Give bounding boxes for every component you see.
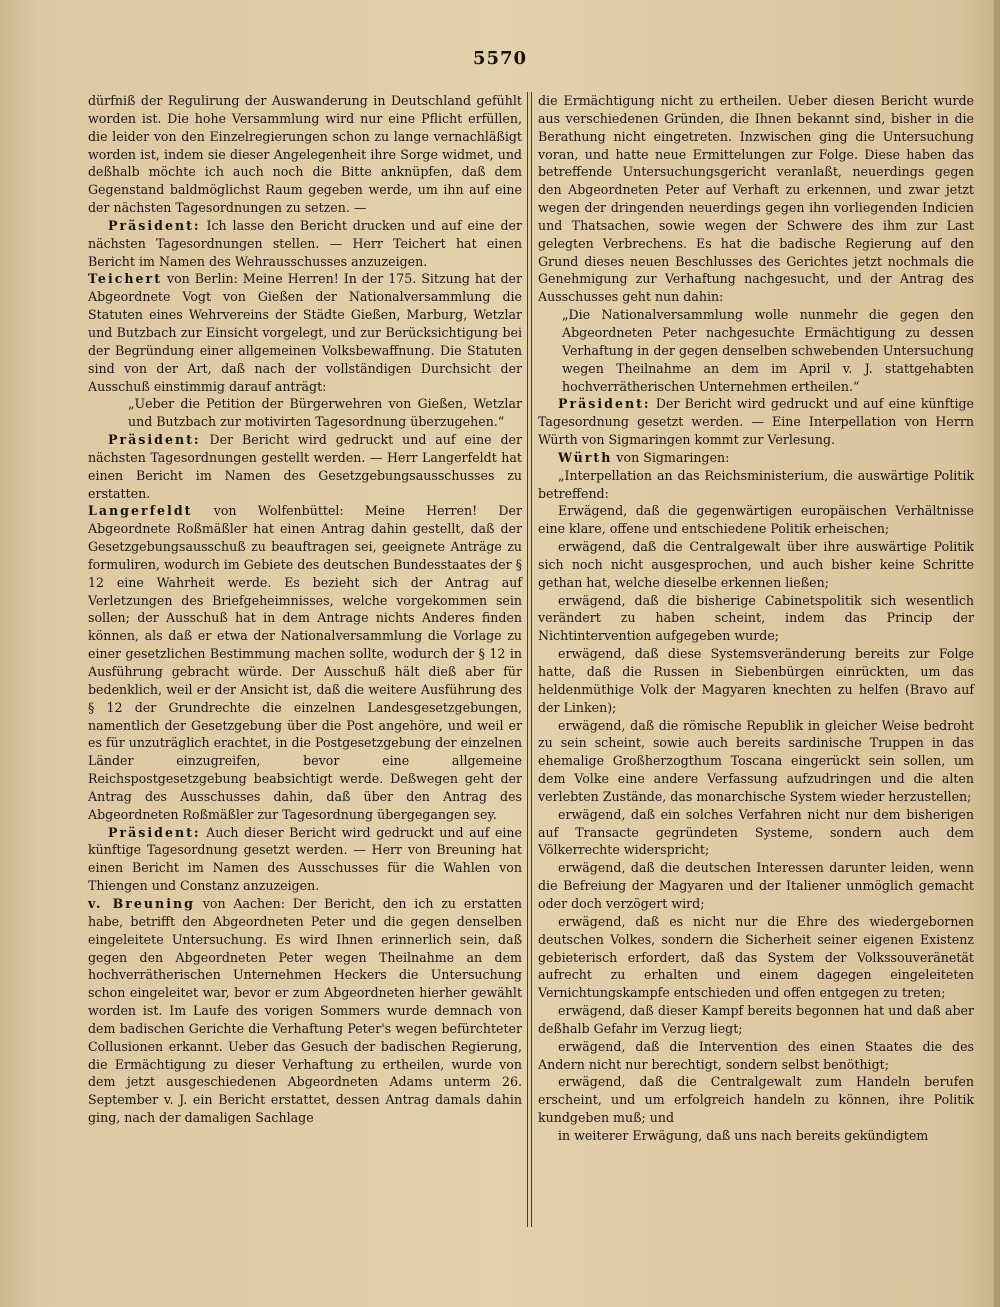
paragraph: [538, 395, 974, 449]
paragraph: [88, 92, 522, 217]
paragraph-text: erwägend, daß die römische Republik in gleicher Weise bedroht zu sein scheint, sowie auch bereits sardinische Truppen in das ehemalige Großherzogthum Toscana eingerückt sein sollen, um dem Volke eine andere Verfassung aufzudringen und die alten verlebten Zustände, das monarchische System wieder herzustellen;: [538, 717, 974, 804]
paragraph: [538, 645, 974, 716]
speaker-name: Präsident:: [108, 432, 201, 448]
paragraph-text: von Sigmaringen:: [612, 449, 730, 465]
paragraph: [538, 1038, 974, 1074]
paragraph-text: Der Bericht wird gedruckt und auf eine der nächsten Tagesordnungen gestellt werden. — Herr Langerfeldt hat einen Bericht im Namen des Gesetzgebungsausschusses zu erstatten.: [88, 432, 522, 501]
paragraph-text: Erwägend, daß die gegenwärtigen europäischen Verhältnisse eine klare, offene und entschiedene Politik erheischen;: [538, 503, 974, 537]
speaker-name: Teichert: [88, 271, 163, 287]
paragraph-text: erwägend, daß die bisherige Cabinetspolitik sich wesentlich verändert zu haben scheint, indem das Princip der Nichtintervention aufgegeben wurde;: [538, 592, 974, 644]
paragraph: [538, 92, 974, 306]
paragraph: [88, 431, 522, 502]
scan-edge: [994, 0, 1000, 1307]
paragraph-text: Der Bericht wird gedruckt und auf eine künftige Tagesordnung gesetzt werden. — Eine Interpellation von Herrn Würth von Sigmaringen kommt zur Verlesung.: [538, 396, 974, 448]
right-column: [538, 92, 974, 1145]
paragraph: [88, 824, 522, 895]
paragraph-text: „Ueber die Petition der Bürgerwehren von Gießen, Wetzlar und Butzbach zur motivirten Tagesordnung überzugehen.“: [128, 396, 522, 430]
paragraph: [538, 1002, 974, 1038]
paragraph-text: erwägend, daß es nicht nur die Ehre des wiedergebornen deutschen Volkes, sondern die Sicherheit seiner eigenen Existenz gebieterisch erfordert, daß das System der Volkssouveränetät aufrecht zu erhalten und einem dagegen eingeleiteten Vernichtungskampfe entschieden und offen entgegen zu treten;: [538, 913, 974, 1001]
paragraph-text: von Wolfenbüttel: Meine Herren! Der Abgeordnete Roßmäßler hat einen Antrag dahin gestellt, daß der Gesetzgebungsausschuß zu beauftragen sei, geeignete Anträge zu formuliren, wodurch im Gebiete des deutschen Bundesstaates der § 12 eine Wahrheit werde. Es bezieht sich der Antrag auf Verletzungen des Briefgeheimnisses, welche vorgekommen sein sollen; der Ausschuß hat in dem Antrage nichts Anderes finden können, als daß er etwa der Nationalversammlung die Vorlage zu einer gesetzlichen Bestimmung machen sollte, wodurch der § 12 in Ausführung gebracht würde. Der Ausschuß hält dieß aber für bedenklich, weil er der Ansicht ist, daß die weitere Ausführung des § 12 der Grundrechte die einzelnen Landesgesetzgebungen, namentlich der Gesetzgebung über die Post angehöre, und weil er es für unzuträglich erachtet, in die Postgesetzgebung der einzelnen Länder einzugreifen, bevor eine allgemeine Reichspostgesetzgebung beabsichtigt werde. Deßwegen geht der Antrag des Ausschusses dahin, daß über den Antrag des Abgeordneten Roßmäßler zur Tagesordnung übergegangen sey.: [88, 503, 522, 822]
paragraph-text: dürfniß der Regulirung der Auswanderung in Deutschland gefühlt worden ist. Die hohe Versammlung wird nur eine Pflicht erfüllen, die leider von den Einzelregierungen schon zu lange vernachläßigt worden ist, indem sie dieser Angelegenheit ihre Sorge widmet, und deßhalb möchte ich auch noch die Bitte anknüpfen, daß dem Gegenstand baldmöglichst Raum gegeben werde, um ihn auf eine der nächsten Tagesordnungen zu setzen. —: [88, 93, 522, 216]
speaker-name: v. Breuning: [88, 895, 195, 911]
paragraph: [538, 592, 974, 646]
paragraph: [538, 717, 974, 806]
speaker-name: Präsident:: [108, 824, 201, 840]
paragraph: [88, 270, 522, 395]
paragraph: [88, 502, 522, 823]
paragraph-text: erwägend, daß dieser Kampf bereits begonnen hat und daß aber deßhalb Gefahr im Verzug liegt;: [538, 1003, 974, 1036]
paragraph-text: Ich lasse den Bericht drucken und auf eine der nächsten Tagesordnungen stellen. — Herr Teichert hat einen Bericht im Namen des Wehrausschusses anzuzeigen.: [88, 217, 522, 269]
paragraph-text: die Ermächtigung nicht zu ertheilen. Ueber diesen Bericht wurde aus verschiedenen Gründen, die Ihnen bekannt sind, bisher in die Berathung nicht eingetreten. Inzwischen ging die Untersuchung voran, und hatte neue Ermittelungen zur Folge. Diese haben das betreffende Untersuchungsgericht veranlaßt, neuerdings gegen den Abgeordneten Peter auf Verhaft zu erkennen, und zwar jetzt wegen der dringenden neuerdings gegen ihn vorliegenden Indicien und Thatsachen, sowie wegen der Schwere des ihm zur Last gelegten Verbrechens. Es hat die badische Regierung auf den Grund dieses neuen Beschlusses des Gerichtes jetzt nochmals die Genehmigung zur Verhaftung nachgesucht, und der Antrag des Ausschusses geht nun dahin:: [538, 93, 974, 305]
paragraph-text: „Die Nationalversammlung wolle nunmehr die gegen den Abgeordneten Peter nachgesuchte Ermächtigung zu dessen Verhaftung in der gegen denselben schwebenden Untersuchung wegen Theilnahme an dem im April v. J. stattgehabten hochverrätherischen Unternehmen ertheilen.“: [562, 307, 974, 394]
paragraph: [538, 467, 974, 503]
paragraph-text: erwägend, daß ein solches Verfahren nicht nur dem bisherigen auf Transacte gegründeten Systeme, sondern auch dem Völkerrechte widerspricht;: [538, 806, 974, 858]
paragraph: [538, 538, 974, 592]
speaker-name: Präsident:: [558, 396, 651, 412]
speaker-name: Würth: [558, 449, 613, 465]
paragraph: [538, 1127, 974, 1145]
column-divider: [527, 92, 532, 1227]
paragraph-text: „Interpellation an das Reichsministerium, die auswärtige Politik betreffend:: [538, 467, 974, 501]
speaker-name: Langerfeldt: [88, 503, 193, 519]
paragraph-text: von Berlin: Meine Herren! In der 175. Sitzung hat der Abgeordnete Vogt von Gießen der Nationalversammlung die Statuten eines Wehrvereins der Städte Gießen, Marburg, Wetzlar und Butzbach zur Einsicht vorgelegt, und zur Berücksichtigung bei der Begründung einer allgemeinen Volksbewaffnung. Die Statuten sind von der Art, daß nach der vollständigen Durchsicht der Ausschuß einstimmig darauf anträgt:: [88, 271, 522, 394]
paragraph-text: erwägend, daß die Centralgewalt über ihre auswärtige Politik sich noch nicht ausgesprochen, und auch bisher keine Schritte gethan hat, welche dieselbe erkennen ließen;: [538, 539, 974, 590]
paragraph: [88, 217, 522, 271]
paragraph-text: erwägend, daß die Centralgewalt zum Handeln berufen erscheint, und um erfolgreich handeln zu können, ihre Politik kundgeben muß; und: [538, 1074, 974, 1126]
paragraph: [88, 895, 522, 1127]
paragraph-text: Auch dieser Bericht wird gedruckt und auf eine künftige Tagesordnung gesetzt werden. — Herr von Breuning hat einen Bericht im Namen des Ausschusses für die Wahlen von Thiengen und Constanz anzuzeigen.: [88, 824, 522, 894]
paragraph: [538, 502, 974, 538]
paragraph: [538, 859, 974, 913]
paragraph: [538, 306, 974, 395]
paragraph: [538, 913, 974, 1002]
page-number: 5570: [472, 48, 528, 69]
left-column: [88, 92, 522, 1127]
paragraph-text: in weiterer Erwägung, daß uns nach bereits gekündigtem: [558, 1127, 929, 1143]
paragraph: [538, 449, 974, 467]
paragraph-text: von Aachen: Der Bericht, den ich zu erstatten habe, betrifft den Abgeordneten Peter und die gegen denselben eingeleitete Untersuchung. Es wird Ihnen erinnerlich sein, daß gegen den Abgeordneten Peter wegen Theilnahme an dem hochverrätherischen Unternehmen Heckers die Untersuchung schon eingeleitet war, bevor er zum Abgeordneten hierher gewählt worden ist. Im Laufe des vorigen Sommers wurde demnach von dem badischen Gerichte die Verhaftung Peter's wegen befürchteter Collusionen erkannt. Ueber das Gesuch der badischen Regierung, die Ermächtigung zu dieser Verhaftung zu ertheilen, wurde von dem jetzt ausgeschiedenen Abgeordneten Adams unterm 26. September v. J. ein Bericht erstattet, dessen Antrag damals dahin ging, nach der damaligen Sachlage: [88, 895, 523, 1126]
paragraph-text: erwägend, daß diese Systemsveränderung bereits zur Folge hatte, daß die Russen in Siebenbürgen einrückten, um das heldenmüthige Volk der Magyaren knechten zu helfen (Bravo auf der Linken);: [538, 646, 974, 715]
paragraph-text: erwägend, daß die Intervention des einen Staates die des Andern nicht nur berechtigt, sondern selbst benöthigt;: [538, 1038, 974, 1072]
speaker-name: Präsident:: [108, 217, 201, 233]
paragraph: [538, 806, 974, 860]
paragraph: [88, 395, 522, 431]
paragraph-text: erwägend, daß die deutschen Interessen darunter leiden, wenn die Befreiung der Magyaren und der Italiener unmöglich gemacht oder doch verzögert wird;: [538, 860, 974, 911]
paragraph: [538, 1073, 974, 1127]
